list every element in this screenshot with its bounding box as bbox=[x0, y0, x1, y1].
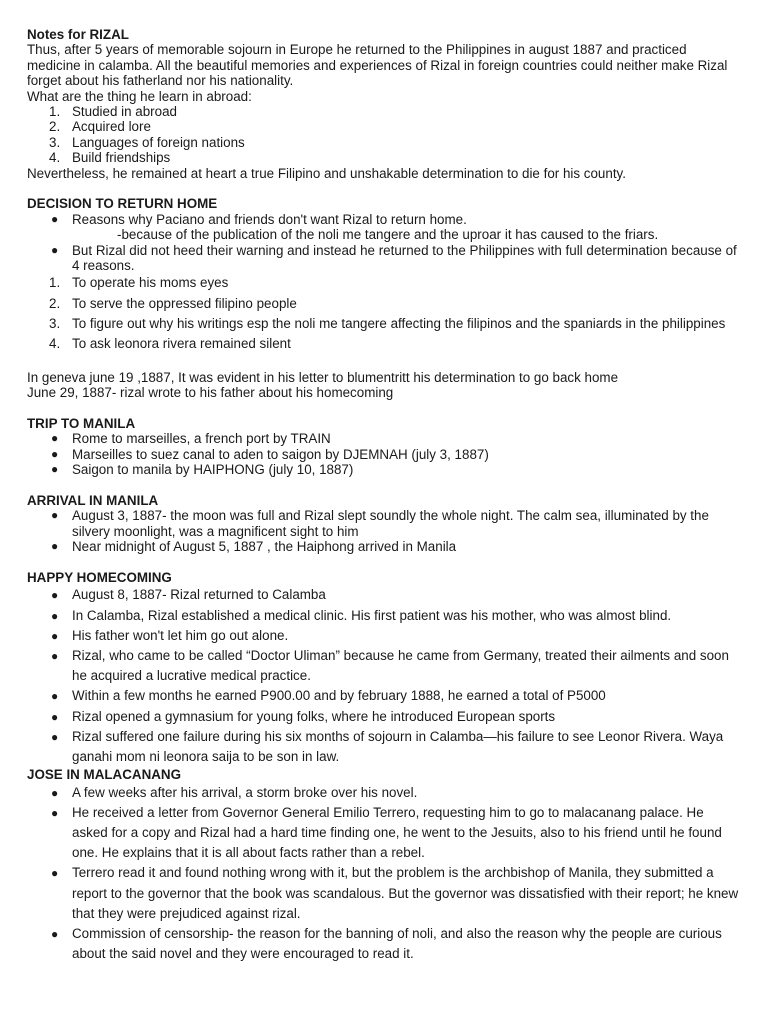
list-item: ● Marseilles to suez canal to aden to saigon by DJEMNAH (july 3, 1887) bbox=[51, 446, 489, 462]
decision-bullets bbox=[27, 212, 741, 227]
letter-paragraph: June 29, 1887- rizal wrote to his father about his homecoming bbox=[27, 385, 394, 401]
section-heading-homecoming: HAPPY HOMECOMING bbox=[27, 569, 172, 585]
bullet-icon: ● bbox=[51, 508, 59, 523]
list-item: 2. To serve the oppressed filipino people bbox=[49, 295, 297, 311]
section-heading-decision: DECISION TO RETURN HOME bbox=[27, 196, 218, 212]
list-item: ● His father won't let him go out alone. bbox=[27, 626, 741, 646]
section-heading-trip: TRIP TO MANILA bbox=[27, 415, 136, 431]
bullet-icon: ● bbox=[51, 689, 59, 704]
bullet-icon: ● bbox=[51, 648, 59, 663]
section-heading-malacanang: JOSE IN MALACANANG bbox=[27, 767, 181, 783]
bullet-icon: ● bbox=[51, 926, 59, 941]
list-item: ● Rizal suffered one failure during his six months of sojourn in Calamba—his failure to see Leonor Rivera. Waya ganahi mom ni leonora saija to be son in law. bbox=[51, 728, 724, 764]
list-item: ● August 3, 1887- the moon was full and Rizal slept soundly the whole night. The calm sea, illuminated by the silvery moonlight, was a magnificent sight to him bbox=[51, 508, 709, 539]
intro-question: What are the thing he learn in abroad: bbox=[27, 88, 252, 104]
list-item: ● Saigon to manila by HAIPHONG (july 10, 1887) bbox=[51, 462, 354, 478]
list-item: ● In Calamba, Rizal established a medical clinic. His first patient was his mother, who was almost blind. bbox=[27, 606, 741, 626]
arrival-list bbox=[27, 508, 741, 554]
list-item: ● Rizal opened a gymnasium for young folks, where he introduced European sports bbox=[27, 707, 741, 727]
bullet-icon: ● bbox=[51, 805, 59, 820]
bullet-icon: ● bbox=[51, 462, 59, 477]
list-item: 4. Build friendships bbox=[49, 150, 171, 166]
bullet-icon: ● bbox=[51, 588, 59, 603]
bullet-icon: ● bbox=[51, 242, 59, 257]
list-item: 3. To figure out why his writings esp the noli me tangere affecting the filipinos and the spaniards in the philippines bbox=[49, 315, 726, 331]
list-item: ● Near midnight of August 5, 1887 , the Haiphong arrived in Manila bbox=[51, 539, 457, 555]
bullet-icon: ● bbox=[51, 539, 59, 554]
list-item: 4. To ask leonora rivera remained silent bbox=[49, 336, 291, 352]
reasons-list bbox=[27, 273, 741, 354]
homecoming-list bbox=[27, 585, 741, 767]
bullet-icon: ● bbox=[51, 785, 59, 800]
list-item: ● A few weeks after his arrival, a storm broke over his novel. bbox=[27, 783, 741, 803]
list-item: ● Terrero read it and found nothing wrong with it, but the problem is the archbishop of Manila, they submitted a report to the governor that the book was scandalous. But the governor was dissatisfied with their report; he knew that they were prejudiced against rizal. bbox=[51, 865, 739, 921]
geneva-paragraph: In geneva june 19 ,1887, It was evident in his letter to blumentritt his determination to go back home bbox=[27, 369, 619, 385]
bullet-icon: ● bbox=[51, 431, 59, 446]
bullet-icon: ● bbox=[51, 866, 59, 881]
trip-list bbox=[27, 431, 741, 477]
bullet-icon: ● bbox=[51, 729, 59, 744]
intro-conclusion: Nevertheless, he remained at heart a true Filipino and unshakable determination to die for his county. bbox=[27, 165, 626, 181]
section-heading-arrival: ARRIVAL IN MANILA bbox=[27, 492, 159, 508]
list-item: ● But Rizal did not heed their warning and instead he returned to the Philippines with full determination because of 4 reasons. bbox=[51, 242, 737, 274]
intro-paragraph: Thus, after 5 years of memorable sojourn in Europe he returned to the Philippines in august 1887 and practiced medicine in calamba. All the beautiful memories and experiences of Rizal in foreign countries could neither make Rizal forget about his fatherland nor his nationality. bbox=[27, 42, 728, 89]
list-item: ● August 8, 1887- Rizal returned to Calamba bbox=[27, 585, 741, 605]
learned-list bbox=[27, 104, 741, 166]
bullet-icon: ● bbox=[51, 628, 59, 643]
malacanang-list bbox=[27, 783, 741, 965]
list-item: 3. Languages of foreign nations bbox=[49, 134, 245, 150]
document-title: Notes for RIZAL bbox=[27, 27, 129, 42]
list-item: ● Rome to marseilles, a french port by TRAIN bbox=[51, 431, 331, 447]
list-item: 2. Acquired lore bbox=[49, 119, 151, 135]
list-item: 1. Studied in abroad bbox=[49, 104, 177, 120]
bullet-icon: ● bbox=[51, 211, 59, 226]
list-item: ● Rizal, who came to be called “Doctor Uliman” because he came from Germany, treated their ailments and soon he acquired a lucrative medical practice. bbox=[51, 647, 729, 684]
decision-subpoint: -because of the publication of the noli me tangere and the uproar it has caused to the friars. bbox=[117, 227, 659, 243]
list-item: ● Reasons why Paciano and friends don't want Rizal to return home. bbox=[51, 211, 467, 227]
list-item: 1. To operate his moms eyes bbox=[49, 275, 229, 291]
list-item: ● Within a few months he earned P900.00 and by february 1888, he earned a total of P5000 bbox=[27, 686, 741, 706]
bullet-icon: ● bbox=[51, 446, 59, 461]
list-item: ● He received a letter from Governor General Emilio Terrero, requesting him to go to malacanang palace. He asked for a copy and Rizal had a hard time finding one, he went to the Jesuits, also to his friend until he found one. He explains that it is all about facts rather than a rebel. bbox=[51, 804, 722, 861]
bullet-icon: ● bbox=[51, 709, 59, 724]
list-item: ● Commission of censorship- the reason for the banning of noli, and also the reason why the people are curious about the said novel and they were encouraged to read it. bbox=[51, 925, 722, 962]
bullet-icon: ● bbox=[51, 608, 59, 623]
